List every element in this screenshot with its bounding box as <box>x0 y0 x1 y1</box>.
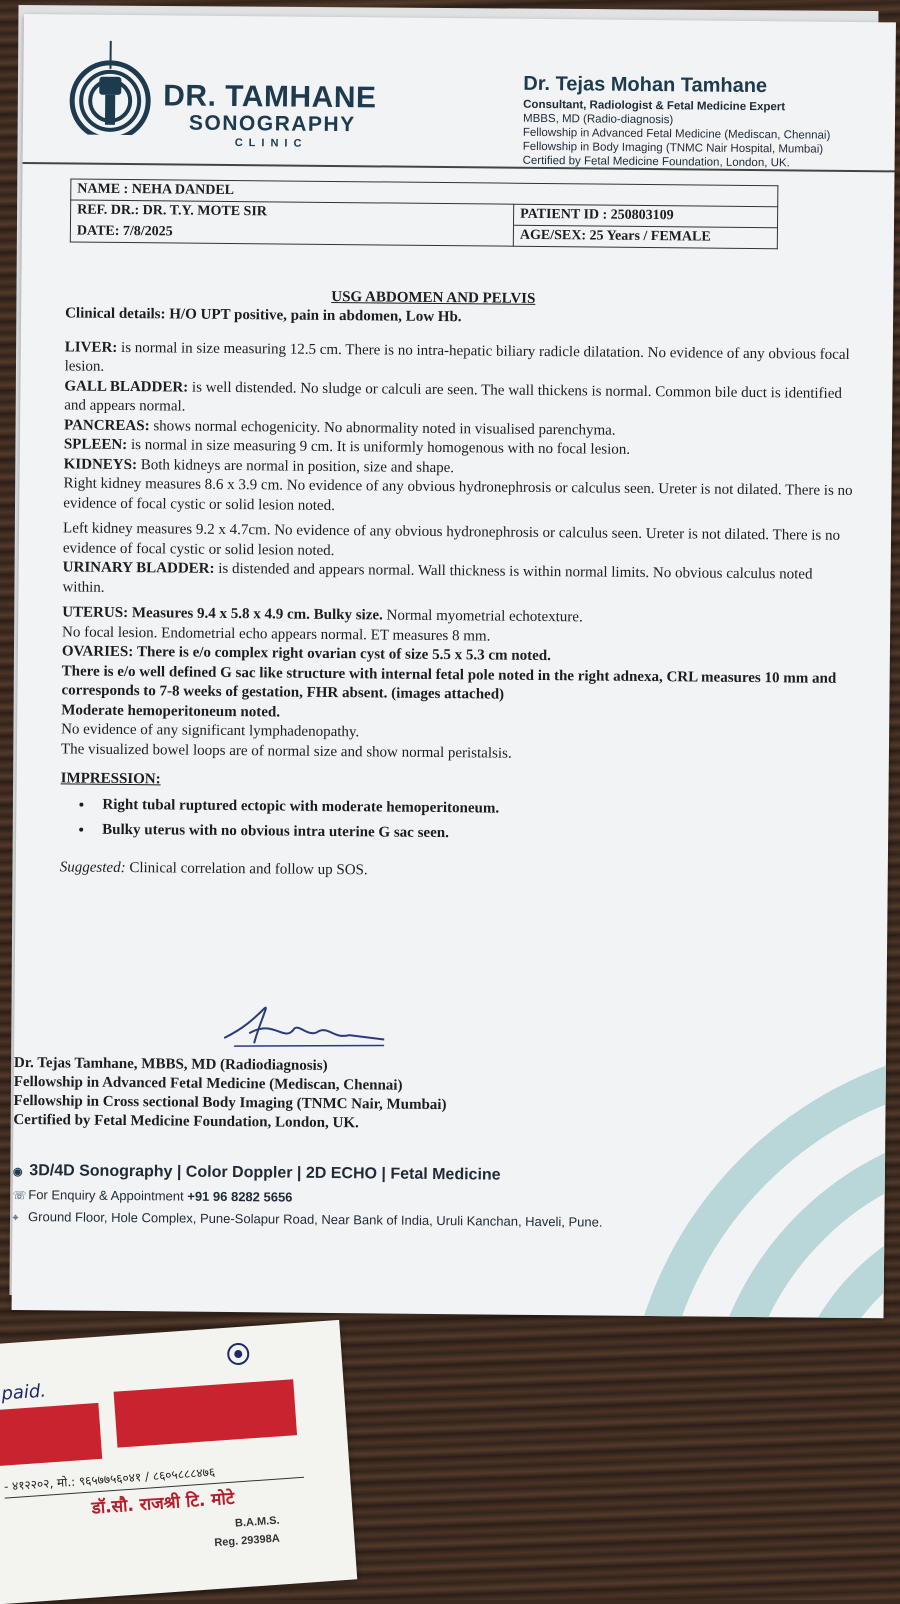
pancreas-label: PANCREAS: <box>64 417 150 434</box>
doctor-title: Consultant, Radiologist & Fetal Medicine Expert <box>523 98 883 115</box>
doctor-degree: MBBS, MD (Radio-diagnosis) <box>523 112 883 129</box>
enquiry-label: For Enquiry & Appointment <box>28 1187 183 1203</box>
left-kidney-finding: Left kidney measures 9.2 x 4.7cm. No evidence of any obvious hydronephrosis or calculus seen. Ureter is not dilated. There is no evidence of focal cystic or solid lesion noted. <box>63 519 853 566</box>
doctor-fellowship-2: Fellowship in Body Imaging (TNMC Nair Hospital, Mumbai) <box>523 140 883 157</box>
doctor-name: Dr. Tejas Mohan Tamhane <box>523 73 883 99</box>
uterus-label: UTERUS: <box>62 604 128 621</box>
suggested-text: Clinical correlation and follow up SOS. <box>129 860 367 878</box>
card-red-block-right <box>114 1379 297 1447</box>
card-doctor-name: डॉ.सौ. राजश्री टि. मोटे <box>91 1486 235 1519</box>
services-text: 3D/4D Sonography | Color Doppler | 2D ECHO | Fetal Medicine <box>29 1162 500 1184</box>
impression-list <box>94 795 850 847</box>
clinic-name-line1: DR. TAMHANE <box>163 79 377 115</box>
card-phone-line: - ४१२२०२, मो.: ९६५७७५६०४१ / ८६०५८८८४७६ <box>3 1457 304 1499</box>
urinary-bladder-text: is distended and appears normal. Wall thickness is within normal limits. No obvious calculus noted within. <box>62 561 812 595</box>
impression-heading: IMPRESSION: <box>61 769 851 796</box>
clinic-logo-icon <box>67 38 154 135</box>
card-degree: B.A.M.S. <box>235 1515 280 1530</box>
gallbladder-finding <box>64 377 854 424</box>
impression-item: • Bulky uterus with no obvious intra uterine G sac seen. <box>94 821 850 848</box>
handwritten-note: paid. <box>1 1381 47 1405</box>
doctor-signature <box>214 998 395 1060</box>
services-line <box>13 1162 603 1186</box>
patient-id: PATIENT ID : 250803109 <box>513 204 777 228</box>
spleen-label: SPLEEN: <box>64 436 128 453</box>
ovaries-text: There is e/o complex right ovarian cyst of size 5.5 x 5.3 cm noted. <box>137 644 551 664</box>
clinic-name-line3: CLINIC <box>235 137 308 150</box>
uterus-measure: Measures 9.4 x 5.8 x 4.9 cm. Bulky size. <box>132 605 383 623</box>
right-kidney-finding: Right kidney measures 8.6 x 3.9 cm. No evidence of any obvious hydronephrosis or calculus seen. Ureter is not dilated. There is no evidence of focal cystic or solid lesion noted. <box>63 474 853 521</box>
referral-card <box>0 1320 357 1604</box>
report-date: DATE: 7/8/2025 <box>70 221 513 246</box>
enquiry-line <box>13 1187 603 1208</box>
doctor-fellowship-1: Fellowship in Advanced Fetal Medicine (Mediscan, Chennai) <box>523 126 883 143</box>
card-registration: Reg. 29398A <box>214 1533 280 1550</box>
signatory-fellowship-2: Fellowship in Cross sectional Body Imaging (TNMC Nair, Mumbai) <box>13 1092 446 1115</box>
gallbladder-text: is well distended. No sludge or calculi are seen. The wall thickens is normal. Common bile duct is identified and appears normal. <box>64 379 842 414</box>
lymph-finding: No evidence of any significant lymphadenopathy. <box>61 720 851 747</box>
eye-logo-icon <box>227 1342 250 1365</box>
report-sheet <box>12 14 896 1318</box>
kidneys-text: Both kidneys are normal in position, size and shape. <box>141 457 454 476</box>
enquiry-phone: +91 96 8282 5656 <box>187 1189 292 1205</box>
liver-label: LIVER: <box>65 339 118 356</box>
decorative-arcs <box>602 1016 896 1319</box>
clinical-details-text: H/O UPT positive, pain in abdomen, Low Hb. <box>169 306 461 325</box>
report-title: USG ABDOMEN AND PELVIS <box>331 289 535 308</box>
clinic-footer <box>12 1162 603 1231</box>
report-body <box>60 304 855 885</box>
clinic-name-line2: SONOGRAPHY <box>189 112 356 138</box>
phone-icon: ☏ <box>13 1189 25 1202</box>
location-icon: ⌖ <box>12 1212 24 1225</box>
hemoperitoneum-text: Moderate hemoperitoneum noted. <box>61 702 280 720</box>
card-red-block-left <box>0 1403 102 1466</box>
uterus-finding-2: No focal lesion. Endometrial echo appears normal. ET measures 8 mm. <box>62 623 852 650</box>
signatory-certification: Certified by Fetal Medicine Foundation, London, UK. <box>13 1111 446 1134</box>
uterus-text: Normal myometrial echotexture. <box>386 608 582 626</box>
spleen-text: is normal in size measuring 9 cm. It is uniformly homogenous with no focal lesion. <box>131 437 630 458</box>
patient-info-table <box>70 178 779 249</box>
suggestion <box>60 858 850 885</box>
bowel-finding: The visualized bowel loops are of normal size and show normal peristalsis. <box>61 740 851 767</box>
liver-text: is normal in size measuring 12.5 cm. There is no intra-hepatic biliary radicle dilatation. No evidence of any obvious focal lesion. <box>65 339 850 374</box>
impression-item: • Right tubal ruptured ectopic with moderate hemoperitoneum. <box>94 795 850 822</box>
clinical-details-label: Clinical details: <box>65 305 166 322</box>
address-line <box>12 1209 602 1231</box>
doctor-certification: Certified by Fetal Medicine Foundation, London, UK. <box>523 154 883 171</box>
sonography-icon: ◉ <box>13 1165 25 1178</box>
referring-doctor: REF. DR.: DR. T.Y. MOTE SIR <box>71 200 514 225</box>
ovaries-label: OVARIES: <box>62 643 134 660</box>
pancreas-text: shows normal echogenicity. No abnormality noted in visualised parenchyma. <box>153 418 615 438</box>
gallbladder-label: GALL BLADDER: <box>64 378 188 395</box>
gestational-sac-text: There is e/o well defined G sac like structure with internal fetal pole noted in the right adnexa, CRL measures 10 mm and corresponds to 7-8 weeks of gestation, FHR absent. (images attached) <box>61 663 836 703</box>
urinary-bladder-label: URINARY BLADDER: <box>63 559 215 576</box>
signatory-name: Dr. Tejas Tamhane, MBBS, MD (Radiodiagnosis) <box>14 1054 447 1077</box>
signatory-credentials <box>13 1054 447 1134</box>
address-text: Ground Floor, Hole Complex, Pune-Solapur Road, Near Bank of India, Uruli Kanchan, Haveli, Pune. <box>28 1209 603 1230</box>
kidneys-label: KIDNEYS: <box>64 456 138 473</box>
patient-name: NAME : NEHA DANDEL <box>71 179 778 207</box>
suggested-label: Suggested: <box>60 859 126 876</box>
patient-age-sex: AGE/SEX: 25 Years / FEMALE <box>513 225 777 249</box>
signatory-fellowship-1: Fellowship in Advanced Fetal Medicine (Mediscan, Chennai) <box>14 1073 447 1096</box>
doctor-header <box>523 73 884 171</box>
gestational-sac-finding <box>61 662 851 709</box>
